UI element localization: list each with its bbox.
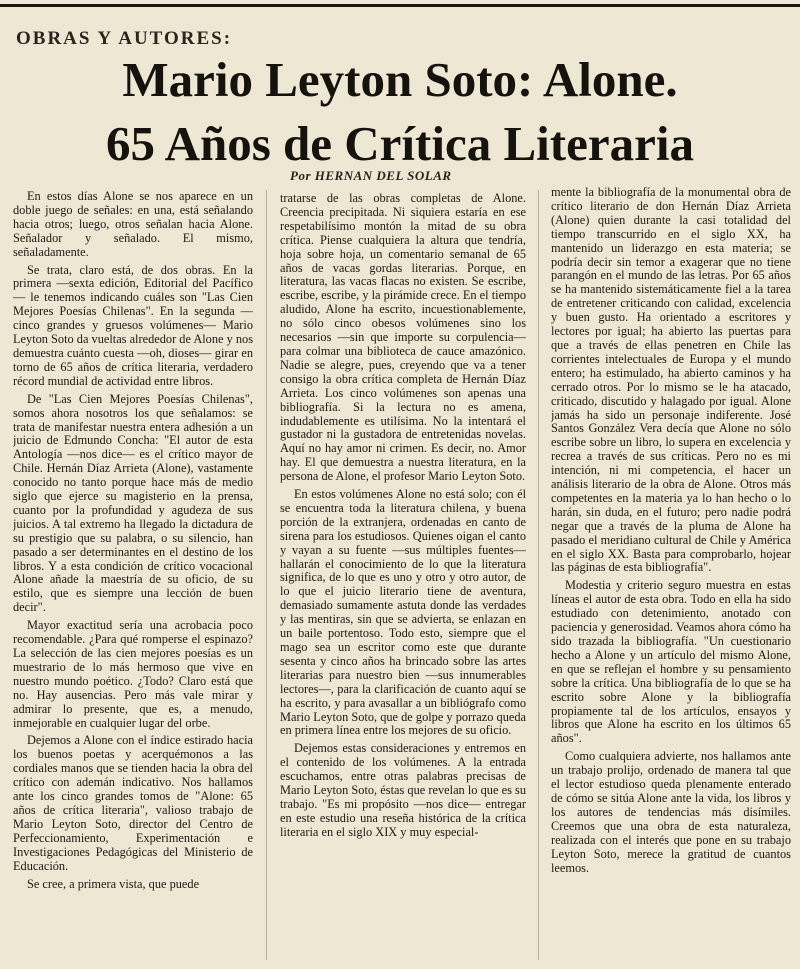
column-divider — [538, 190, 539, 960]
paragraph: Dejemos a Alone con el índice estirado hacia los buenos poetas y acerquémonos a las cordiales manos que se tienden hacia la obra del crítico con ademán indicativo. Nos hallamos ante los cinco grandes tomos de "Alone: 65 años de crítica literaria", valioso trabajo de Mario Leyton Soto, director del Centro de Perfeccionamiento, Experimentación e Investigaciones Pedagógicas del Ministerio de Educación. — [13, 733, 253, 873]
article-column-1 — [13, 190, 253, 964]
paragraph: Modestia y criterio seguro muestra en estas líneas el autor de esta obra. Todo en ella ha sido estudiado con detenimiento, anotado con paciencia y generosidad. Veamos ahora cómo ha sido trazada la bibliografía. "Un cuestionario hecho a Alone y un artículo del mismo Alone, en que se reflejan el hombre y su pensamiento sobre la crítica. Una bibliografía de lo que se ha escrito sobre Alone y la bibliografía propiamente tal de los artículos, ensayos y libros que Alone ha escrito en los últimos 65 años". — [551, 578, 791, 746]
column-divider — [266, 190, 267, 960]
headline-line-2: 65 Años de Crítica Literaria — [106, 116, 694, 171]
paragraph: De "Las Cien Mejores Poesías Chilenas", somos ahora nosotros los que señalamos: se trata de manifestar nuestra entera adhesión a un juicio de Edmundo Concha: "El autor de esta Antología —nos dice— es el crítico mayor de Chile. Hernán Díaz Arrieta (Alone), vastamente conocido no tanto porque hace más de medio siglo que ejerce su magisterio en la prensa, cuanto por la profundidad y agudeza de sus juicios. A tal extremo ha llegado la dictadura de su prestigio que su palabra, o su silencio, han pasado a ser determinantes en el destino de los libros. Y a esta condición de crítico vocacional Alone añade la maestría de su oficio, de su estilo, que es siempre una lección de buen decir". — [13, 391, 253, 615]
byline: Por HERNAN DEL SOLAR — [290, 168, 452, 183]
paragraph: Dejemos estas consideraciones y entremos en el contenido de los volúmenes. A la entrada escuchamos, entre otras palabras precisas de Mario Leyton Soto, éstas que revelan lo que es su trabajo. "Es mi propósito —nos dice— entregar en este estudio una reseña histórica de la crítica literaria en el siglo XIX y muy especial- — [280, 741, 526, 839]
article-column-3 — [551, 186, 791, 960]
paragraph: Se trata, claro está, de dos obras. En la primera —sexta edición, Editorial del Pacífico— le tenemos indicando cuáles son "Las Cien Mejores Poesías Chilenas". En la segunda —cinco grandes y gruesos volúmenes— Mario Leyton Soto da vueltas alrededor de Alone y nos demuestra cuánto cuesta —oh, dioses— girar en torno de 65 años de crítica literaria, verdadero récord mundial de actividad entre libros. — [13, 262, 253, 388]
paragraph: Como cualquiera advierte, nos hallamos ante un trabajo prolijo, ordenado de manera tal que el lector estudioso queda plenamente enterado de cómo se sitúa Alone ante la vida, los libros y los autores de tendencias más disímiles. Creemos que una obra de esta naturaleza, realizada con el interés que pone en su trabajo Leyton Soto, merece la gratitud de cuantos leemos. — [551, 749, 791, 875]
paragraph: Se cree, a primera vista, que puede — [27, 876, 200, 891]
headline-line-1: Mario Leyton Soto: Alone. — [122, 52, 678, 107]
paragraph: En estos días Alone se nos aparece en un doble juego de señales: en una, está señalando hacia otros; luego, otros señalan hacia Alone. Señalador y señalado. El mismo, señaladamente. — [13, 190, 253, 259]
article-column-2 — [280, 192, 526, 966]
top-rule — [0, 4, 800, 7]
section-label: OBRAS Y AUTORES: — [16, 28, 233, 49]
paragraph: Mayor exactitud sería una acrobacia poco recomendable. ¿Para qué romperse el espinazo? La selección de las cien mejores poesías es un muestrario de lo más hermoso que vive en nuestro mundo poético. ¿Todo? Claro está que no. Hay ausencias. Pero más vale mirar y admirar lo presente, que es, a menudo, inmejorable en cualquier lugar del orbe. — [13, 618, 253, 730]
paragraph: tratarse de las obras completas de Alone. Creencia precipitada. Ni siquiera estaría en ese respetabilísimo montón la mitad de su obra crítica. Piense cualquiera la altura que tendría, hoja sobre hoja, un comentario semanal de 65 años de vacas gordas literarias. Porque, en literatura, las vacas flacas no existen. Se escribe, escribe, escribe, y la pirámide crece. En el tiempo aludido, Alone ha escrito, incuestionablemente, no sólo cinco obesos volúmenes sino los necesarios —sin que importe su corpulencia— para colmar una biblioteca de cauce amazónico. Nadie se alegre, pues, creyendo que va a tener consigo la obra crítica completa de Hernán Díaz Arrieta. Los cinco volúmenes son apenas una bibliografía. Si la lectura no es amena, indudablemente es utilísima. No la intentará el gustador ni la gustadora de entretenidas novelas. Aquí no hay amor ni crimen. Es decir, no. Amor hay. El que demuestra a nuestra literatura, en la persona de Alone, el profesor Mario Leyton Soto. — [280, 192, 526, 484]
paragraph: En estos volúmenes Alone no está solo; con él se encuentra toda la literatura chilena, y buena porción de la extranjera, ordenadas en canto de sirena para los estudiosos. Quienes oigan el canto y vayan a su fuente —sus múltiples fuentes— hallarán el conocimiento de lo que la literatura significa, de lo que es uno y otro y otro autor, de lo que el juicio literario tiene de aventura, demasiado sumamente astuta donde las verdades y las mentiras, sin que se advierta, se enlazan en un baile portentoso. Todo esto, siempre que el mago sea un escritor como este que durante sesenta y cinco años ha brincado sobre las artes literarias para nuestro bien —sus innumerables lectores—, para la clarificación de cuanto aquí se ha escrito, y para avasallar a un bibliógrafo como Mario Leyton Soto, que de golpe y porrazo queda en primera línea entre los mejores de su oficio. — [280, 487, 526, 738]
paragraph: mente la bibliografía de la monumental obra de crítico literario de don Hernán Díaz Arrieta (Alone) quien durante la casi totalidad del tiempo transcurrido en el siglo XX, ha mantenido un liderazgo en esta materia; se podría decir sin temor a exagerar que no tiene parangón en el mundo de las letras. Por 65 años se ha mantenido sistemáticamente fiel a la tarea de entretener criticando con calidad, excelencia y buen gusto. Ha orientado a escritores y lectores por igual; ha abierto las puertas para que a través de ellas penetren en Chile las corrientes intelectuales de Europa y el mundo entero; ha estimulado, ha abierto caminos y ha cerrado otros. Por lo mismo se le ha atacado, criticado, discutido y halagado por igual. Alone jamás ha sido un personaje indiferente. José Santos González Vera decía que Alone no sólo escribe sobre un libro, lo supera en excelencia y recrea a través de sus críticas. Pero no es mi intención, ni mi competencia, el hacer un análisis literario de la obra de Alone. Otros más competentes en la materia ya lo han hecho o lo harán, sin duda, en el futuro; pero nadie podrá negar que a través de la pluma de Alone ha pasado el meridiano cultural de Chile y América en el siglo XX. Basta para comprobarlo, hojear las páginas de esta bibliografía". — [551, 186, 791, 575]
